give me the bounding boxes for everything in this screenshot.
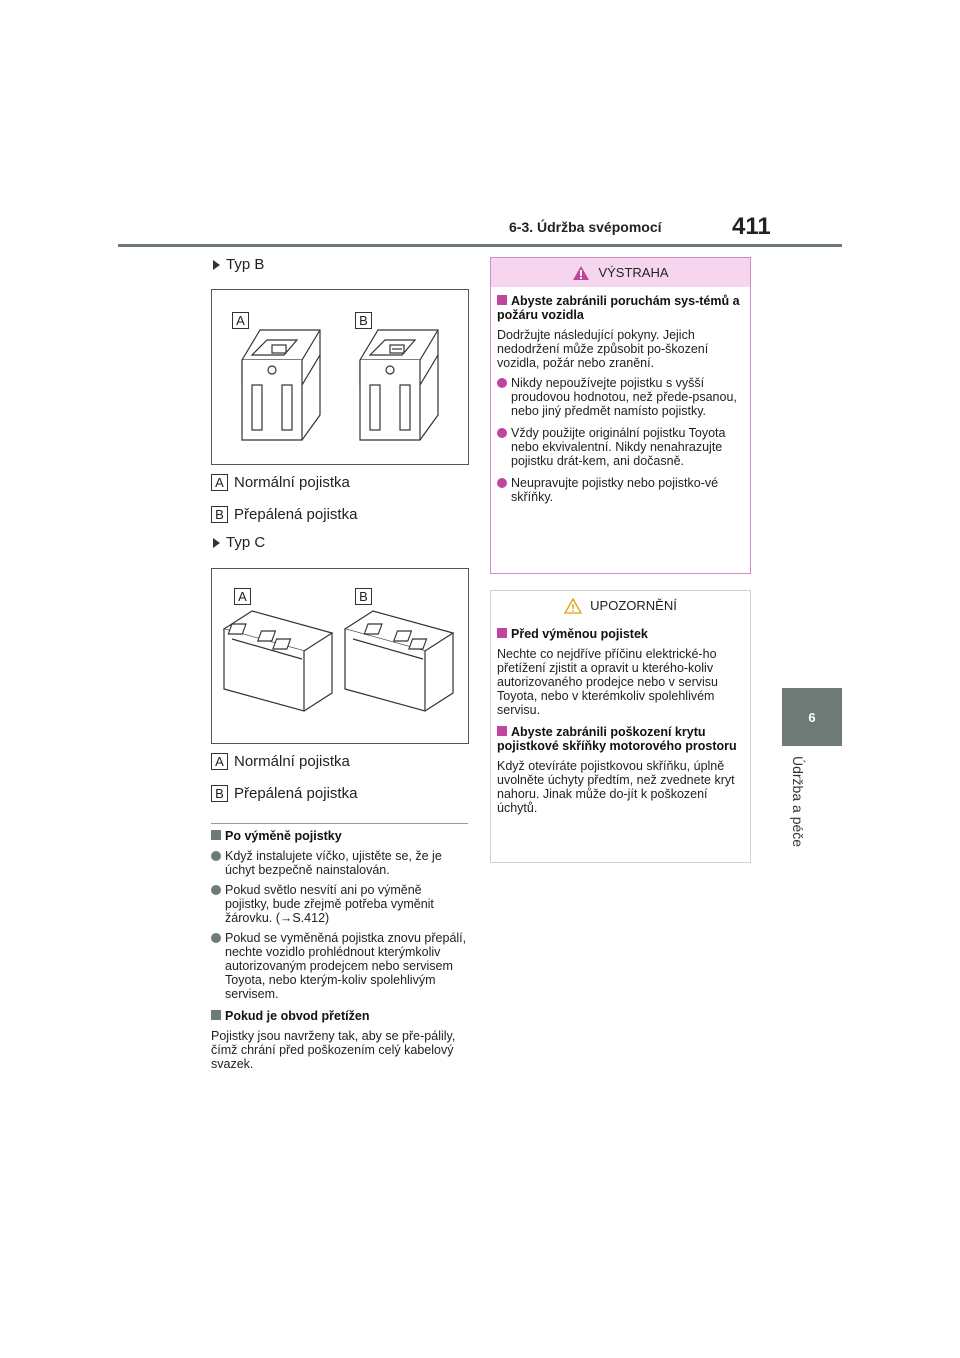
triangle-bullet-icon bbox=[213, 538, 220, 548]
caution-heading-1 bbox=[497, 627, 743, 641]
figure-label-a: A bbox=[234, 588, 251, 605]
square-bullet-icon bbox=[211, 1010, 221, 1020]
warning-heading-text: Abyste zabránili poruchám sys-témů a požáru vozidla bbox=[497, 294, 740, 322]
warning-triangle-icon bbox=[572, 265, 590, 281]
caution-heading-2 bbox=[497, 725, 743, 753]
section-title: 6-3. Údržba svépomocí bbox=[509, 219, 662, 235]
after-replacement-heading-text: Po výměně pojistky bbox=[225, 829, 342, 843]
after-replacement-section bbox=[211, 829, 469, 1071]
legend-normal-c bbox=[211, 753, 350, 770]
legend-blown-b bbox=[211, 506, 357, 523]
caution-text-1: Nechte co nejdříve příčinu elektrické-ho přetížení zjistit a opravit u kterého-koliv autorizovaného prodejce nebo v servisu Toyota, nebo v kterémkoliv spolehlivém servisu. bbox=[497, 647, 718, 717]
figure-type-c bbox=[211, 568, 469, 744]
overload-heading-text: Pokud je obvod přetížen bbox=[225, 1009, 370, 1023]
caution-heading-2-text: Abyste zabránili poškození krytu pojistkové skříňky motorového prostoru bbox=[497, 725, 737, 753]
type-b-heading bbox=[213, 256, 264, 273]
legend-label-a: A bbox=[211, 474, 228, 491]
warning-box bbox=[490, 257, 751, 574]
legend-blown-c bbox=[211, 785, 357, 802]
chapter-tab: 6 bbox=[782, 688, 842, 746]
list-item: Pokud se vyměněná pojistka znovu přepálí, nechte vozidlo prohlédnout kterýmkoliv autorizovaným prodejcem nebo servisem Toyota, nebo kterým-koliv spolehlivým servisem. bbox=[211, 931, 469, 1001]
type-b-title: Typ B bbox=[226, 256, 265, 273]
caution-heading-1-text: Před výměnou pojistek bbox=[511, 627, 648, 641]
header-rule bbox=[118, 244, 842, 247]
caution-content bbox=[497, 627, 743, 815]
square-bullet-icon bbox=[211, 830, 221, 840]
list-item: Neupravujte pojistky nebo pojistko-vé skříňky. bbox=[497, 476, 743, 504]
legend-normal-b bbox=[211, 474, 350, 491]
chapter-tab-label: Údržba a péče bbox=[790, 756, 806, 848]
fuse-type-b-illustration bbox=[212, 290, 468, 464]
legend-label-a: A bbox=[211, 753, 228, 770]
overload-heading bbox=[211, 1009, 469, 1023]
caution-header bbox=[491, 591, 750, 620]
section-divider bbox=[211, 823, 468, 824]
legend-label-b: B bbox=[211, 785, 228, 802]
caution-title: UPOZORNĚNÍ bbox=[590, 598, 677, 613]
warning-heading bbox=[497, 294, 743, 322]
warning-header bbox=[491, 258, 750, 287]
list-item: Pokud světlo nesvítí ani po výměně pojistky, bude zřejmě potřeba vyměnit žárovku. (→S.412) bbox=[211, 883, 469, 925]
caution-box bbox=[490, 590, 751, 863]
warning-intro: Dodržujte následující pokyny. Jejich nedodržení může způsobit po-škození vozidla, požár nebo zranění. bbox=[497, 328, 709, 370]
legend-text-b: Přepálená pojistka bbox=[234, 506, 358, 523]
square-bullet-icon bbox=[497, 295, 507, 305]
overload-text: Pojistky jsou navrženy tak, aby se pře-pálily, čímž chrání před poškozením celý kabelový svazek. bbox=[211, 1029, 456, 1071]
type-c-heading bbox=[213, 534, 265, 551]
type-c-title: Typ C bbox=[226, 534, 266, 551]
triangle-bullet-icon bbox=[213, 260, 220, 270]
square-bullet-icon bbox=[497, 726, 507, 736]
legend-text-b: Přepálená pojistka bbox=[234, 785, 358, 802]
fuse-type-c-illustration bbox=[212, 569, 468, 743]
figure-label-a: A bbox=[232, 312, 249, 329]
page-number: 411 bbox=[732, 213, 771, 240]
figure-label-b: B bbox=[355, 312, 372, 329]
legend-label-b: B bbox=[211, 506, 228, 523]
after-replacement-heading bbox=[211, 829, 469, 843]
warning-title: VÝSTRAHA bbox=[598, 265, 669, 280]
legend-text-a: Normální pojistka bbox=[234, 474, 350, 491]
caution-text-2: Když otevíráte pojistkovou skříňku, úplně uvolněte úchyty předtím, než zvednete kryt nahoru. Jinak může do-jít k poškození úchytů. bbox=[497, 759, 735, 815]
list-item: Nikdy nepoužívejte pojistku s vyšší proudovou hodnotou, než přede-psanou, nebo jiný předmět namísto pojistky. bbox=[497, 376, 743, 418]
legend-text-a: Normální pojistka bbox=[234, 753, 350, 770]
list-item: Když instalujete víčko, ujistěte se, že je úchyt bezpečně nainstalován. bbox=[211, 849, 469, 877]
warning-content bbox=[497, 294, 743, 504]
list-item: Vždy použijte originální pojistku Toyota nebo ekvivalentní. Nikdy nenahrazujte pojistku drát-kem, ani dočasně. bbox=[497, 426, 743, 468]
caution-triangle-icon bbox=[564, 598, 582, 614]
square-bullet-icon bbox=[497, 628, 507, 638]
figure-label-b: B bbox=[355, 588, 372, 605]
figure-type-b bbox=[211, 289, 469, 465]
